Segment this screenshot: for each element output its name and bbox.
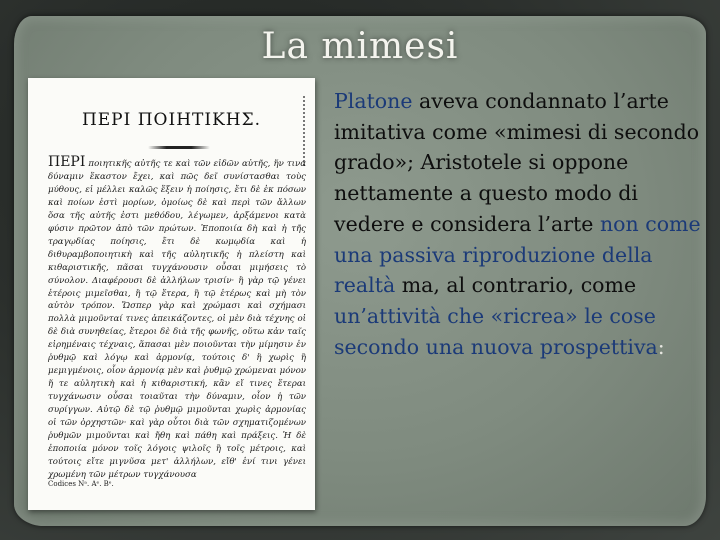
greek-paragraph [48, 156, 306, 482]
body-text-1: aveva condannato l’arte imitativa come «mimesi di secondo grado»; Aristotele si oppone nettamente a questo modo di vedere e considera l’arte [334, 89, 700, 236]
highlight-passive: non come una passiva riproduzione della realtà [334, 211, 701, 298]
highlight-ricrea: un’attività che «ricrea» le cose secondo una nuova prospettiva [334, 303, 658, 359]
ornament-rule [148, 146, 210, 149]
lead-word: ΠΕΡΙ [48, 154, 86, 170]
scan-heading: ΠΕΡΙ ΠΟΙΗΤΙΚΗΣ. [81, 110, 262, 130]
body-paragraph [334, 86, 714, 362]
greek-text-scan [28, 78, 315, 510]
body-text-2: ma, al contrario, come [395, 273, 637, 298]
scan-footnote: Codices Nᵃ. Aᵉ. Bᵉ. [48, 480, 114, 488]
highlight-platone: Platone [334, 89, 413, 113]
greek-body: ποιητικῆς αὐτῆς τε καὶ τῶν εἰδῶν αὐτῆς, ἥν τινα δύναμιν ἕκαστον ἔχει, καὶ πῶς δεῖ συνίστασθαι τοὺς μύθους, εἰ μέλλει καλῶς ἕξειν ἡ ποίησις, ἔτι δὲ ἐκ πόσων καὶ ποίων ἐστὶ μορίων, ὁμοίως δὲ καὶ περὶ τῶν ἄλλων ὅσα τῆς αὐτῆς ἐστι μεθόδου, λέγωμεν, ἀρξάμενοι κατὰ φύσιν πρῶτον ἀπὸ τῶν πρώτων. Ἐποποιία δὴ καὶ ἡ τῆς τραγῳδίας ποίησις, ἔτι δὲ κωμῳδία καὶ ἡ διθυραμβοποιητικὴ καὶ τῆς αὐλητικῆς ἡ πλείστη καὶ κιθαριστικῆς, πᾶσαι τυγχάνουσιν οὖσαι μιμήσεις τὸ σύνολον. Διαφέρουσι δὲ ἀλλήλων τρισίν· ἢ γὰρ τῷ γένει ἑτέροις μιμεῖσθαι, ἢ τῷ ἕτερα, ἢ τῷ ἑτέρως καὶ μὴ τὸν αὐτὸν τρόπον. Ὥσπερ γὰρ καὶ χρώμασι καὶ σχήμασι πολλὰ μιμοῦνταί τινες ἀπεικάζοντες, οἱ μὲν διὰ τέχνης οἱ δὲ διὰ συνηθείας, ἕτεροι δὲ διὰ τῆς φωνῆς, οὕτω κἀν ταῖς εἰρημέναις τέχναις, ἅπασαι μὲν ποιοῦνται τὴν μίμησιν ἐν ῥυθμῷ καὶ λόγῳ καὶ ἁρμονίᾳ, τούτοις δ' ἢ χωρὶς ἢ μεμιγμένοις, οἷον ἁρμονίᾳ μὲν καὶ ῥυθμῷ χρώμεναι μόνον ἥ τε αὐλητικὴ καὶ ἡ κιθαριστική, κἂν εἴ τινες ἕτεραι τυγχάνωσιν οὖσαι τοιαῦται τὴν δύναμιν, οἷον ἡ τῶν συρίγγων. Αὐτῷ δὲ τῷ ῥυθμῷ μιμοῦνται χωρὶς ἁρμονίας οἱ τῶν ὀρχηστῶν· καὶ γὰρ οὗτοι διὰ τῶν σχηματιζομένων ῥυθμῶν μιμοῦνται καὶ ἤθη καὶ πάθη καὶ πράξεις. Ἡ δὲ ἐποποιία μόνον τοῖς λόγοις ψιλοῖς ἢ τοῖς μέτροις, καὶ τούτοις εἴτε μιγνῦσα μετ' ἀλλήλων, εἴθ' ἑνί τινι γένει χρωμένη τῶν μέτρων τυγχάνουσα [48, 159, 306, 480]
slide-title: La mimesi [261, 26, 459, 67]
closing-colon: : [657, 334, 665, 359]
